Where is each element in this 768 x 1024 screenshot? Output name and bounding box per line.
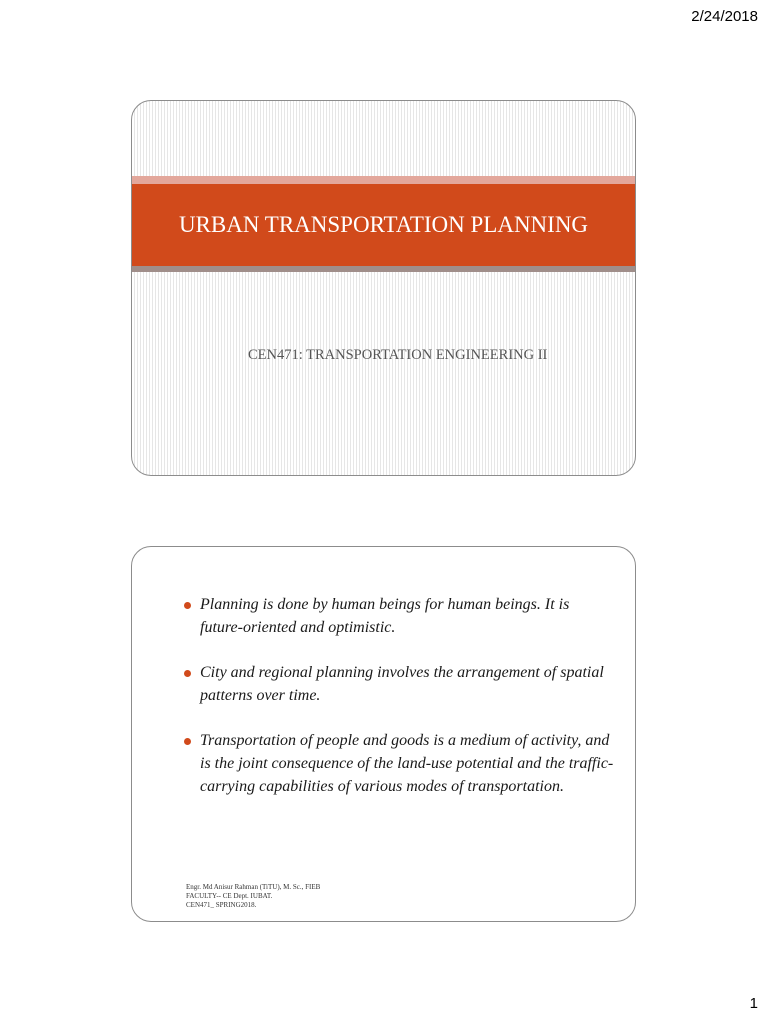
bullet-text: City and regional planning involves the arrangement of spatial patterns over time. bbox=[200, 664, 604, 704]
bullet-list bbox=[184, 593, 614, 820]
bullet-dot-icon bbox=[184, 738, 191, 745]
bullet-text: Transportation of people and goods is a medium of activity, and is the joint consequence of the land-use potential and the traffic-carrying capabilities of various modes of transportation. bbox=[200, 732, 614, 795]
bullet-dot-icon bbox=[184, 602, 191, 609]
content-slide bbox=[131, 546, 636, 922]
accent-stripe-top bbox=[132, 176, 635, 184]
slide-footer bbox=[186, 883, 320, 910]
title-banner bbox=[132, 184, 635, 266]
bullet-item bbox=[184, 729, 614, 798]
slide-title: URBAN TRANSPORTATION PLANNING bbox=[178, 212, 589, 237]
title-slide bbox=[131, 100, 636, 476]
bullet-dot-icon bbox=[184, 670, 191, 677]
accent-stripe-bottom bbox=[132, 266, 635, 272]
footer-author: Engr. Md Anisur Rahman (TiTU), M. Sc., FIEB bbox=[186, 883, 321, 891]
page-number: 1 bbox=[749, 995, 758, 1012]
bullet-item bbox=[184, 593, 614, 639]
print-date: 2/24/2018 bbox=[691, 8, 758, 25]
footer-course: CEN471_ SPRING2018. bbox=[186, 901, 257, 909]
bullet-text: Planning is done by human beings for human beings. It is future-oriented and optimistic. bbox=[200, 596, 570, 636]
slide-subtitle: CEN471: TRANSPORTATION ENGINEERING II bbox=[248, 347, 548, 363]
footer-department: FACULTY-- CE Dept. IUBAT. bbox=[186, 892, 273, 900]
bullet-item bbox=[184, 661, 614, 707]
